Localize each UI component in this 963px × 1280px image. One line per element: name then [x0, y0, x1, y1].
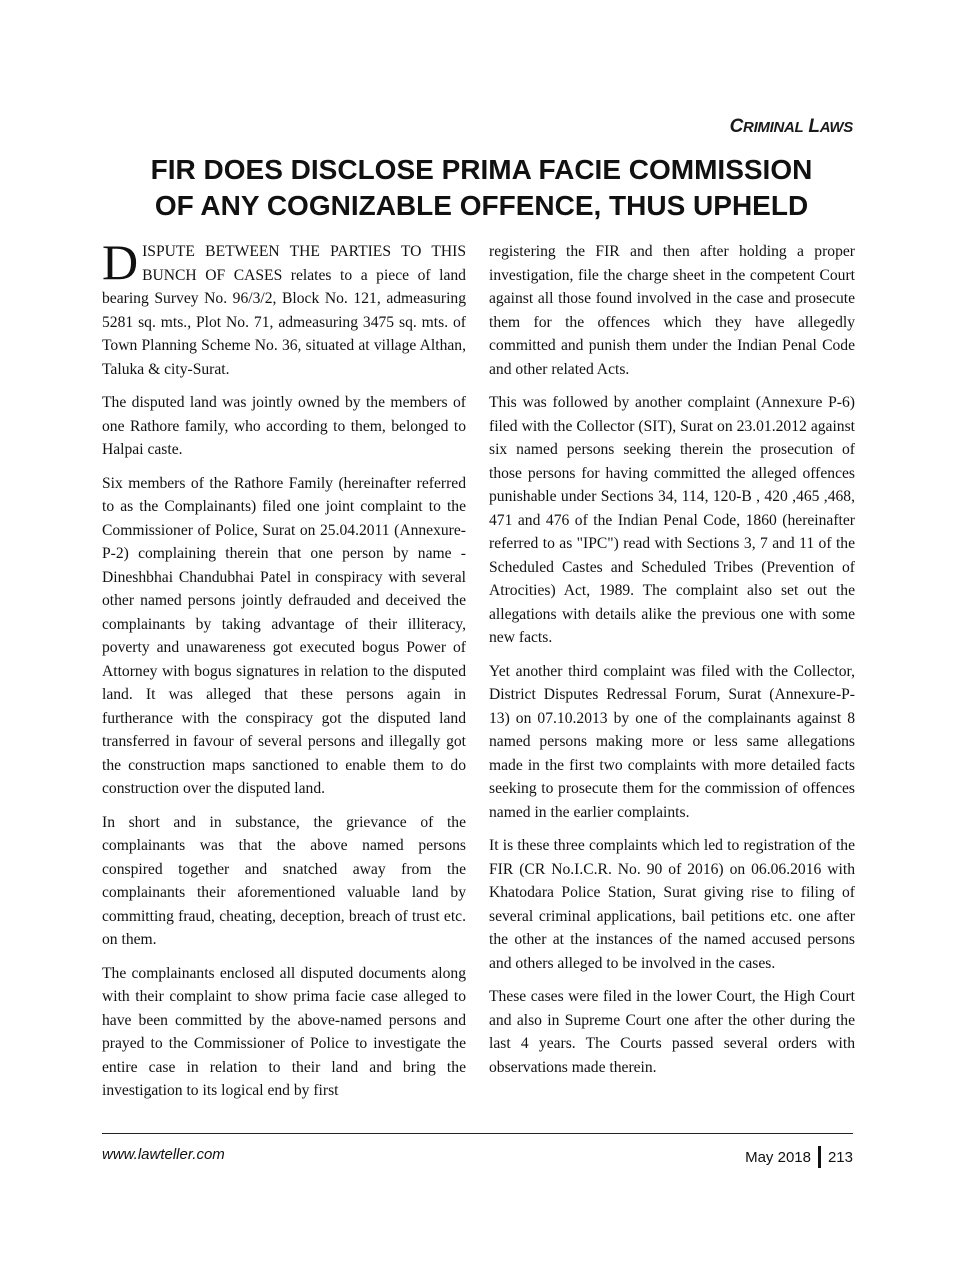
headline-line-1: FIR DOES DISCLOSE PRIMA FACIE COMMISSION	[150, 154, 813, 185]
right-paragraph-4: It is these three complaints which led to registration of the FIR (CR No.I.C.R. No. 90 of 2016) on 06.06.2016 with Khatodara Police Station, Surat giving rise to filing of several criminal applications, bail petitions etc. one after the other at the instances of the named accused persons and others alleged to be involved in the cases.	[489, 837, 855, 972]
left-paragraph-3: Six members of the Rathore Family (hereinafter referred to as the Complainants) filed one joint complaint to the Commissioner of Police, Surat on 25.04.2011 (Annexure-P-2) complaining therein that one person by name - Dineshbhai Chandubhai Patel in conspiracy with several other named persons jointly defrauded and deceived the complainants by taking advantage of their illiteracy, poverty and unawareness got executed bogus Power of Attorney with bogus signatures in relation to the disputed land. It was alleged that these persons again in furtherance with the conspiracy got the disputed land transferred in favour of several persons and illegally got the construction maps sanctioned to enable them to do construction over the disputed land.	[102, 474, 466, 797]
page-number: 213	[827, 1148, 853, 1166]
footer-separator-bar	[818, 1146, 821, 1168]
left-paragraph-4: In short and in substance, the grievance of the complainants was that the above named persons conspired together and snatched away from the complainants their aforementioned valuable land by committing fraud, cheating, deception, breach of trust etc. on them.	[102, 813, 466, 948]
footer-divider	[102, 1133, 853, 1134]
right-column	[489, 240, 855, 1089]
footer-issue-info	[745, 1146, 853, 1168]
section-label-rest-2: AWS	[819, 119, 853, 136]
section-label-l: L	[808, 116, 820, 137]
drop-cap: D	[102, 234, 139, 290]
right-paragraph-2: This was followed by another complaint (Annexure P-6) filed with the Collector (SIT), Surat on 23.01.2012 against six named persons seeking therein the prosecution of those persons for having committed the alleged offences punishable under Sections 34, 114, 120-B , 420 ,465 ,468, 471 and 476 of the Indian Penal Code, 1860 (hereinafter referred to as "IPC") read with Sections 3, 7 and 11 of the Scheduled Castes and Scheduled Tribes (Prevention of Atrocities) Act, 1989. The complaint also set out the allegations with details alike the previous one with some new facts.	[489, 394, 855, 646]
footer-website-link[interactable]: www.lawteller.com	[102, 1146, 225, 1163]
section-label-rest-1: RIMINAL	[743, 119, 804, 136]
left-paragraph-1	[102, 234, 466, 381]
headline-line-2: OF ANY COGNIZABLE OFFENCE, THUS UPHELD	[154, 190, 809, 221]
section-label	[730, 116, 853, 138]
right-paragraph-3: Yet another third complaint was filed with the Collector, District Disputes Redressal Forum, Surat (Annexure-P-13) on 07.10.2013 by one of the complainants against 8 named persons making more or less same allegations made in the first two complaints with more detailed facts seeking to prosecute them for the commission of offences named in the earlier complaints.	[489, 662, 855, 821]
section-label-c: C	[729, 116, 744, 137]
article-headline	[0, 152, 963, 224]
right-paragraph-5: These cases were filed in the lower Court, the High Court and also in Supreme Court one after the other during the last 4 years. The Courts passed several orders with observations made therein.	[489, 988, 855, 1076]
opening-small-caps: ISPUTE BETWEEN THE PARTIES TO THIS BUNCH OF CASES	[142, 243, 466, 284]
left-paragraph-2: The disputed land was jointly owned by the members of one Rathore family, who according to them, belonged to Halpai caste.	[102, 394, 466, 458]
left-paragraph-1-text: relates to a piece of land bearing Survey No. 96/3/2, Block No. 121, admeasuring 5281 sq. mts., Plot No. 71, admeasuring 3475 sq. mts. of Town Planning Scheme No. 36, situated at village Althan, Taluka & city-Surat.	[102, 266, 466, 378]
right-paragraph-1: registering the FIR and then after holding a proper investigation, file the charge sheet in the competent Court against all those found involved in the case and prosecute them for the offences which they have allegedly committed and punish them under the Indian Penal Code and other related Acts.	[489, 243, 855, 378]
left-column	[102, 234, 466, 1113]
issue-date: May 2018	[745, 1148, 811, 1166]
left-paragraph-5: The complainants enclosed all disputed documents along with their complaint to show prima facie case alleged to have been committed by the above-named persons and prayed to the Commissioner of Police to investigate the entire case in relation to their land and bring the investigation to its logical end by first	[102, 964, 466, 1099]
